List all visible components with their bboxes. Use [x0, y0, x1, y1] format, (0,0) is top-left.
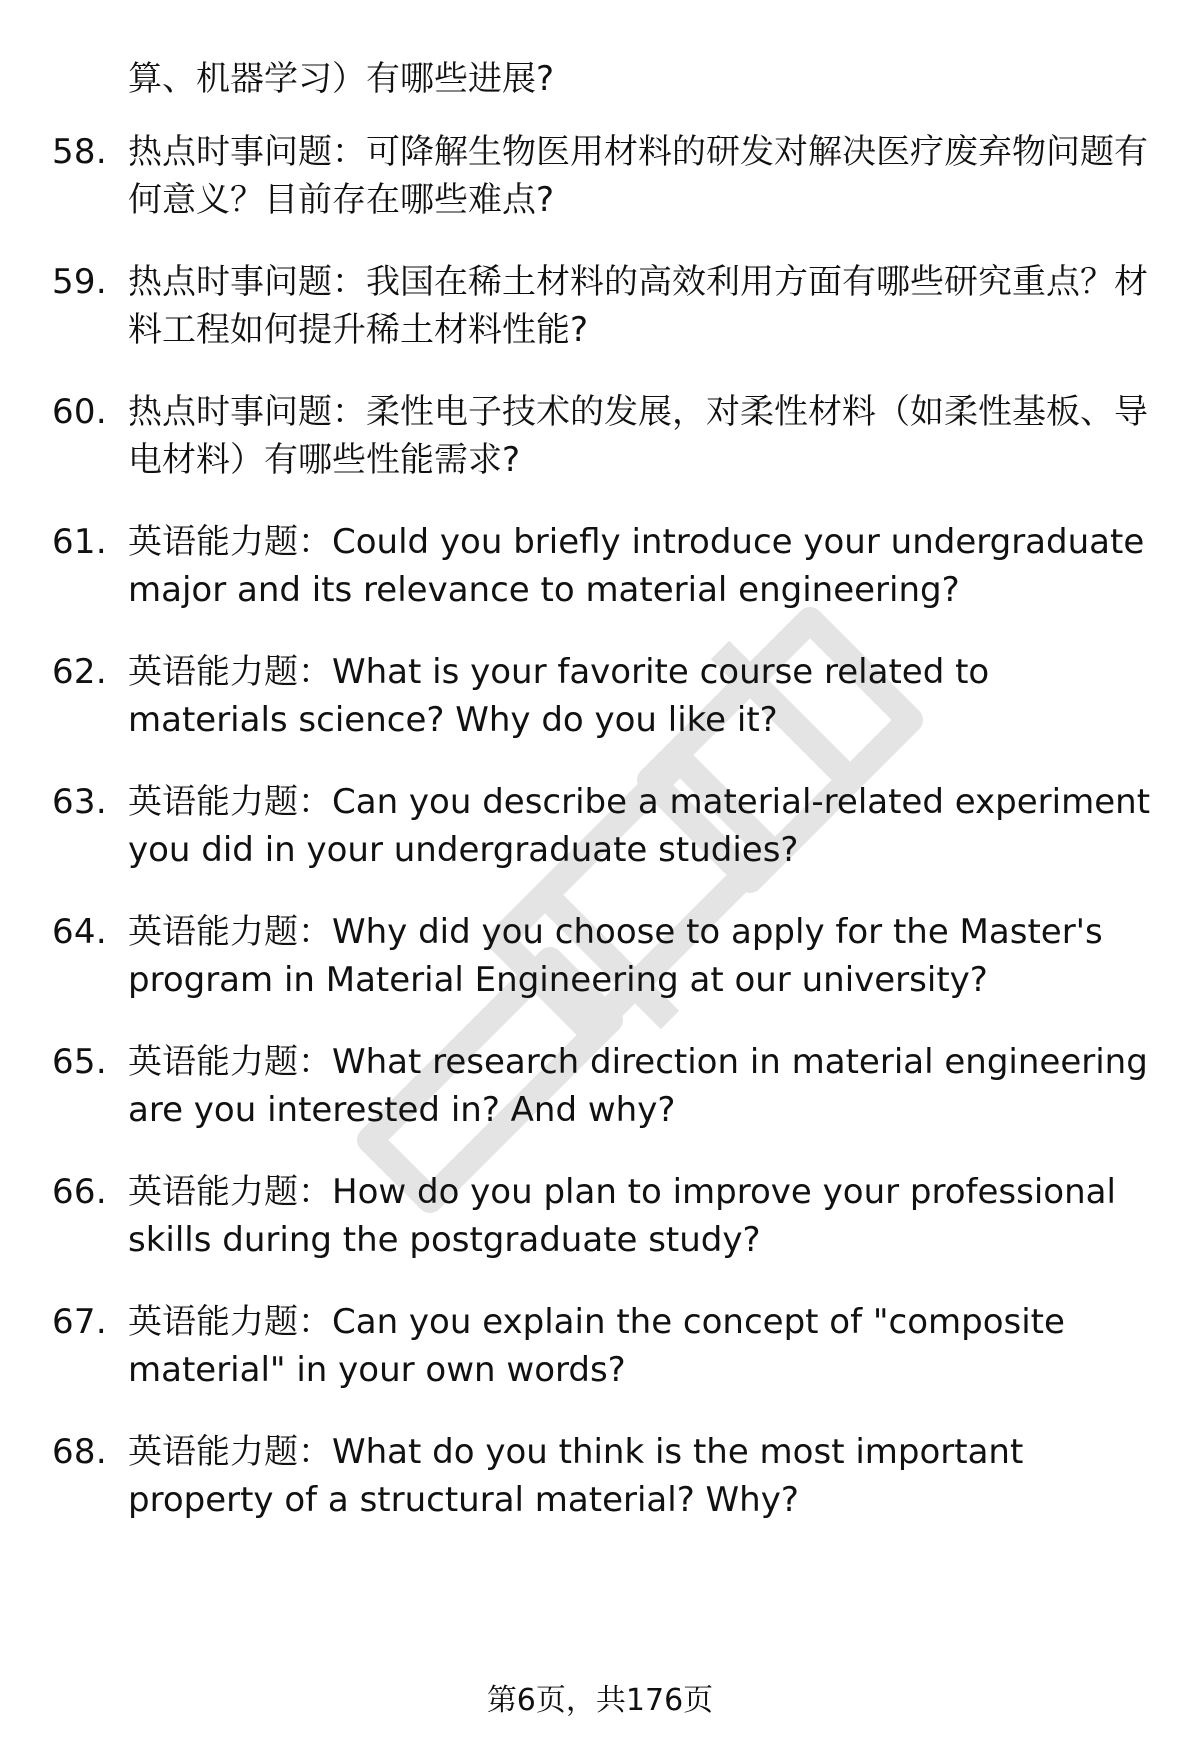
question-number: 66. — [52, 1172, 107, 1212]
page-footer: 第6页，共176页 — [486, 1683, 714, 1718]
question-item — [0, 388, 1200, 484]
continuation-text: 算、机器学习）有哪些进展? — [128, 59, 555, 99]
question-number: 58. — [52, 132, 107, 172]
question-number: 61. — [52, 522, 107, 562]
question-text: 热点时事问题：柔性电子技术的发展，对柔性材料（如柔性基板、导电材料）有哪些性能需求? — [128, 392, 1148, 480]
question-item — [0, 1428, 1200, 1524]
question-item — [0, 648, 1200, 744]
question-number: 64. — [52, 912, 107, 952]
question-item — [0, 778, 1200, 874]
question-text: 英语能力题：Can you explain the concept of "composite material" in your own words? — [128, 1302, 1065, 1390]
question-text: 英语能力题：What research direction in material engineering are you interested in? And why? — [128, 1042, 1148, 1130]
question-item — [0, 128, 1200, 224]
question-item — [0, 1298, 1200, 1394]
question-number: 63. — [52, 782, 107, 822]
question-number: 59. — [52, 262, 107, 302]
question-text: 热点时事问题：可降解生物医用材料的研发对解决医疗废弃物问题有何意义？目前存在哪些难点? — [128, 132, 1148, 220]
question-item — [0, 518, 1200, 614]
continuation-line — [0, 55, 1200, 103]
question-text: 英语能力题：Could you briefly introduce your undergraduate major and its relevance to material engineering? — [128, 522, 1145, 610]
question-number: 65. — [52, 1042, 107, 1082]
question-number: 62. — [52, 652, 107, 692]
question-text: 英语能力题：How do you plan to improve your professional skills during the postgraduate study? — [128, 1172, 1116, 1260]
question-item — [0, 1168, 1200, 1264]
question-text: 英语能力题：Can you describe a material-related experiment you did in your undergraduate studies? — [128, 782, 1151, 870]
question-text: 英语能力题：Why did you choose to apply for the Master's program in Material Engineering at our university? — [128, 912, 1103, 1000]
question-item — [0, 1038, 1200, 1134]
question-number: 67. — [52, 1302, 107, 1342]
question-number: 68. — [52, 1432, 107, 1472]
question-number: 60. — [52, 392, 107, 432]
question-text: 英语能力题：What is your favorite course related to materials science? Why do you like it? — [128, 652, 990, 740]
question-text: 热点时事问题：我国在稀土材料的高效利用方面有哪些研究重点？材料工程如何提升稀土材料性能? — [128, 262, 1148, 350]
question-list — [0, 128, 1200, 1558]
question-item — [0, 258, 1200, 354]
question-text: 英语能力题：What do you think is the most important property of a structural material? Why? — [128, 1432, 1024, 1520]
question-item — [0, 908, 1200, 1004]
